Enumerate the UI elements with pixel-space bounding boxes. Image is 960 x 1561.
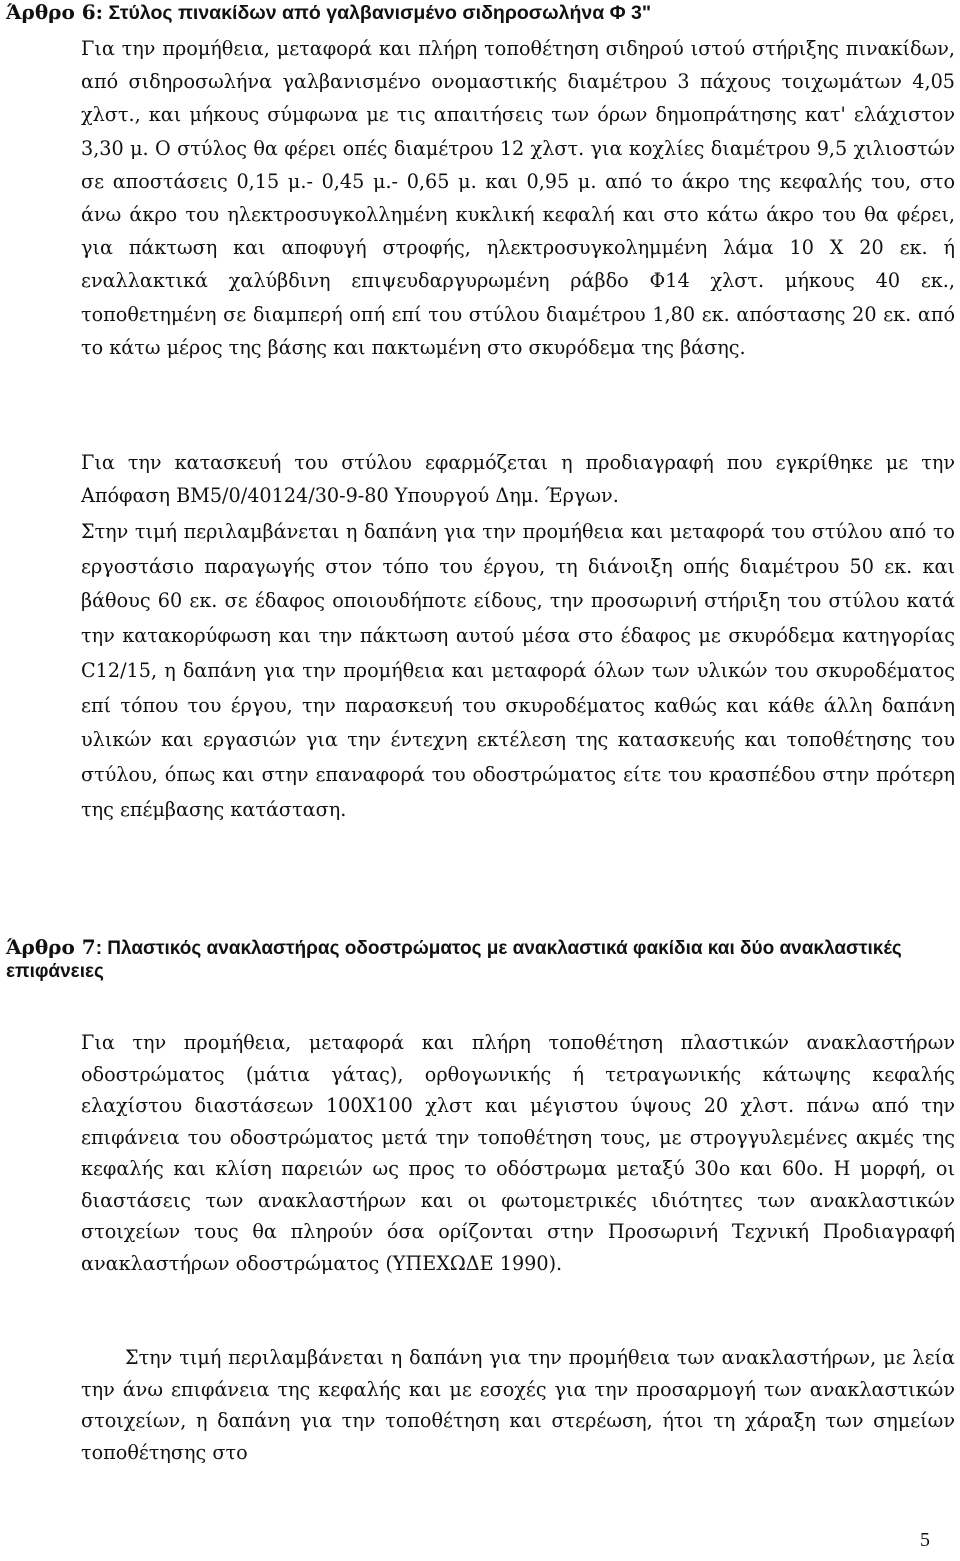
article-6-title: Στύλος πινακίδων από γαλβανισμένο σιδηροσωλήνα Φ 3" bbox=[103, 2, 652, 24]
article-7-paragraph-2: Στην τιμή περιλαμβάνεται η δαπάνη για την προμήθεια των ανακλαστήρων, με λεία την άνω επιφάνεια της κεφαλής και με εσοχές για την προσαρμογή των ανακλαστικών στοιχείων, η δαπάνη για την τοποθέτηση και στερέωση, ήτοι τη χάραξη των σημείων τοποθέτησης στο bbox=[81, 1346, 955, 1464]
article-7-label: Άρθρο 7 bbox=[6, 935, 96, 959]
article-7-title: : Πλαστικός ανακλαστήρας οδοστρώματος με ανακλαστικά φακίδια και δύο ανακλαστικές επιφάνειες bbox=[6, 938, 902, 982]
article-6-paragraph-1: Για την προμήθεια, μεταφορά και πλήρη τοποθέτηση σιδηρού ιστού στήριξης πινακίδων, από σιδηροσωλήνα γαλβανισμένο ονομαστικής διαμέτρου 3 πάχους τοιχωμάτων 4,05 χλστ., και μήκους σύμφωνα με τις απαιτήσεις των όρων δημοπράτησης κατ' ελάχιστον 3,30 μ. Ο στύλος θα φέρει οπές διαμέτρου 12 χλστ. για κοχλίες διαμέτρου 9,5 χιλιοστών σε αποστάσεις 0,15 μ.- 0,45 μ.- 0,65 μ. και 0,95 μ. από το άκρο της κεφαλής του, στο άνω άκρο του ηλεκτροσυγκολλημένη κυκλική κεφαλή και στο κάτω άκρο του θα φέρει, για πάκτωση και αποφυγή στροφής, ηλεκτροσυγκολημμένη λάμα 10 Χ 20 εκ. ή εναλλακτικά χαλύβδινη επιψευδαργυρωμένη ράβδο Φ14 χλστ. μήκους 40 εκ., τοποθετημένη σε διαμπερή οπή επί του στύλου διαμέτρου 1,80 εκ. απόστασης 20 εκ. από το κάτω μέρος της βάσης και πακτωμένη στο σκυρόδεμα της βάσης. bbox=[81, 37, 955, 359]
article-7-paragraph-1: Για την προμήθεια, μεταφορά και πλήρη τοποθέτηση πλαστικών ανακλαστήρων οδοστρώματος (μάτια γάτας), ορθογωνικής ή τετραγωνικής κάτωψης κεφαλής ελαχίστου διαστάσεων 100Χ100 χλστ και μέγιστου ύψους 20 χλστ. πάνω από την επιφάνεια του οδοστρώματος μετά την τοποθέτηση τους, με στρογγυλεμένες ακμές της κεφαλής και κλίση παρειών ως προς το οδόστρωμα μεταξύ 30ο και 60ο. Η μορφή, οι διαστάσεις των ανακλαστήρων και οι φωτομετρικές ιδιότητες των ανακλαστικών στοιχείων τους θα πληρούν όσα ορίζονται στην Προσωρινή Τεχνική Προδιαγραφή ανακλαστήρων οδοστρώματος (ΥΠΕΧΩΔΕ 1990). bbox=[81, 1031, 955, 1275]
article-6-label: Άρθρο 6: bbox=[6, 0, 104, 24]
article-6-paragraph-3: Στην τιμή περιλαμβάνεται η δαπάνη για την προμήθεια και μεταφορά του στύλου από το εργοστάσιο παραγωγής στον τόπο του έργου, τη διάνοιξη οπής διαμέτρου 50 εκ. και βάθους 60 εκ. σε έδαφος οποιουδήποτε είδους, την προσωρινή στήριξη του στύλου κατά την κατακορύφωση και την πάκτωση αυτού μέσα στο έδαφος με σκυρόδεμα κατηγορίας C12/15, η δαπάνη για την προμήθεια και μεταφορά όλων των υλικών του σκυροδέματος επί τόπου του έργου, την παρασκευή του σκυροδέματος καθώς και κάθε άλλη δαπάνη υλικών και εργασιών για την έντεχνη εκτέλεση της κατασκευής και τοποθέτησης του στύλου, όπως και στην επαναφορά του οδοστρώματος είτε του κρασπέδου στην πρότερη της επέμβασης κατάσταση. bbox=[81, 520, 955, 821]
article-6-heading bbox=[6, 1, 954, 25]
page-number: 5 bbox=[920, 1529, 930, 1551]
article-6-paragraph-2: Για την κατασκευή του στύλου εφαρμόζεται η προδιαγραφή που εγκρίθηκε με την Απόφαση ΒΜ5/0/40124/30-9-80 Υπουργού Δημ. Έργων. bbox=[81, 451, 955, 508]
article-7-heading bbox=[6, 936, 954, 983]
